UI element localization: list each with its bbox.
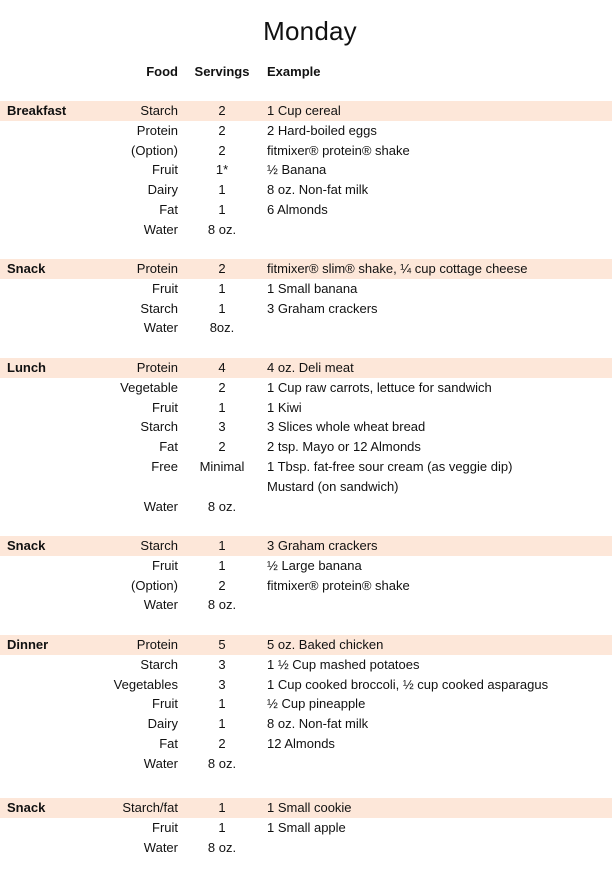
servings-cell: 1	[218, 800, 226, 815]
example-cell: fitmixer® protein® shake	[267, 577, 410, 593]
example-cell: ½ Banana	[267, 162, 327, 178]
table-row	[0, 318, 612, 338]
servings-cell: 8 oz.	[207, 839, 237, 855]
food-cell: Starch	[140, 419, 178, 435]
meal-name: Breakfast	[7, 103, 67, 118]
servings-cell: 1	[218, 538, 226, 553]
meal-name: Snack	[7, 538, 46, 553]
table-row	[0, 655, 612, 675]
servings-cell: 1	[218, 399, 226, 415]
table-row	[0, 497, 612, 517]
column-header-servings: Servings	[194, 64, 250, 79]
table-row	[0, 160, 612, 180]
column-header-food: Food	[146, 64, 178, 79]
meal-name: Lunch	[7, 360, 46, 375]
table-row	[0, 141, 612, 161]
food-cell: Fat	[159, 439, 178, 455]
food-cell: Protein	[136, 360, 178, 375]
example-cell: ½ Large banana	[267, 557, 362, 573]
example-cell: fitmixer® slim® shake, ¼ cup cottage cheese	[267, 261, 528, 276]
table-row	[0, 121, 612, 141]
example-cell: 2 tsp. Mayo or 12 Almonds	[267, 439, 421, 455]
example-cell: 1 Tbsp. fat-free sour cream (as veggie dip)	[267, 458, 513, 474]
food-cell: Fruit	[152, 557, 178, 573]
example-cell: 1 Cup cereal	[267, 103, 341, 118]
example-cell: 1 ½ Cup mashed potatoes	[267, 656, 420, 672]
servings-cell: 1	[218, 696, 226, 712]
example-cell: 1 Small banana	[267, 280, 358, 296]
food-cell: Starch	[140, 103, 178, 118]
food-cell: Protein	[136, 261, 178, 276]
servings-cell: 1	[218, 819, 226, 835]
column-header-example: Example	[267, 64, 321, 79]
example-cell: 1 Small apple	[267, 819, 346, 835]
table-row	[0, 576, 612, 596]
servings-cell: 1	[218, 201, 226, 217]
servings-cell: 2	[218, 379, 226, 395]
servings-cell: Minimal	[199, 458, 245, 474]
table-row	[0, 675, 612, 695]
meal-section-dinner	[0, 635, 612, 774]
food-cell: Vegetable	[120, 379, 178, 395]
servings-cell: 2	[218, 577, 226, 593]
food-cell: Dairy	[147, 716, 178, 732]
table-row	[0, 200, 612, 220]
table-row	[0, 818, 612, 838]
table-row	[0, 595, 612, 615]
example-cell: 1 Cup cooked broccoli, ½ cup cooked asparagus	[267, 676, 549, 692]
meal-header-row	[0, 101, 612, 121]
servings-cell: 2	[218, 142, 226, 158]
example-cell: 2 Hard-boiled eggs	[267, 122, 377, 138]
meal-header-row	[0, 358, 612, 378]
table-row	[0, 437, 612, 457]
meal-header-row	[0, 536, 612, 556]
example-cell: Mustard (on sandwich)	[267, 478, 399, 494]
food-cell: Fat	[159, 735, 178, 751]
food-cell: (Option)	[131, 142, 178, 158]
servings-cell: 8 oz.	[207, 755, 237, 771]
example-cell: 6 Almonds	[267, 201, 328, 217]
food-cell: (Option)	[131, 577, 178, 593]
food-cell: Starch	[140, 538, 178, 553]
servings-cell: 2	[218, 122, 226, 138]
servings-cell: 2	[218, 735, 226, 751]
example-cell: fitmixer® protein® shake	[267, 142, 410, 158]
servings-cell: 1	[218, 300, 226, 316]
servings-cell: 1	[218, 716, 226, 732]
servings-cell: 2	[218, 103, 226, 118]
servings-cell: 3	[218, 419, 226, 435]
meal-section-snack	[0, 536, 612, 615]
servings-cell: 8 oz.	[207, 221, 237, 237]
servings-cell: 3	[218, 656, 226, 672]
meal-section-snack	[0, 259, 612, 338]
food-cell: Protein	[136, 637, 178, 652]
servings-cell: 2	[218, 261, 226, 276]
example-cell: 1 Cup raw carrots, lettuce for sandwich	[267, 379, 492, 395]
food-cell: Fruit	[152, 162, 178, 178]
food-cell: Water	[143, 221, 178, 237]
table-row	[0, 398, 612, 418]
example-cell: 4 oz. Deli meat	[267, 360, 354, 375]
meal-name: Snack	[7, 261, 46, 276]
food-cell: Fruit	[152, 696, 178, 712]
page-title: Monday	[263, 16, 357, 46]
food-cell: Water	[143, 597, 178, 613]
meal-section-breakfast	[0, 101, 612, 240]
food-cell: Fat	[159, 201, 178, 217]
servings-cell: 3	[218, 676, 226, 692]
servings-cell: 4	[218, 360, 226, 375]
meal-name: Snack	[7, 800, 46, 815]
table-row	[0, 417, 612, 437]
food-cell: Protein	[136, 122, 178, 138]
table-row	[0, 838, 612, 858]
example-cell: 5 oz. Baked chicken	[267, 637, 384, 652]
food-cell: Fruit	[152, 280, 178, 296]
servings-cell: 1*	[215, 162, 229, 178]
table-row	[0, 299, 612, 319]
table-row	[0, 279, 612, 299]
table-row	[0, 556, 612, 576]
food-cell: Water	[143, 498, 178, 514]
example-cell: 3 Slices whole wheat bread	[267, 419, 426, 435]
servings-cell: 1	[218, 182, 226, 198]
table-row	[0, 734, 612, 754]
servings-cell: 5	[218, 637, 226, 652]
servings-cell: 1	[218, 557, 226, 573]
example-cell: 12 Almonds	[267, 735, 335, 751]
example-cell: 1 Small cookie	[267, 800, 352, 815]
table-row	[0, 754, 612, 774]
example-cell: ½ Cup pineapple	[267, 696, 366, 712]
servings-cell: 2	[218, 439, 226, 455]
example-cell: 8 oz. Non-fat milk	[267, 182, 369, 198]
meal-header-row	[0, 635, 612, 655]
food-cell: Starch	[140, 300, 178, 316]
food-cell: Water	[143, 320, 178, 336]
meal-section-lunch	[0, 358, 612, 516]
example-cell: 3 Graham crackers	[267, 300, 378, 316]
food-cell: Starch/fat	[122, 800, 178, 815]
example-cell: 1 Kiwi	[267, 399, 302, 415]
food-cell: Dairy	[147, 182, 178, 198]
table-row	[0, 714, 612, 734]
meal-name: Dinner	[7, 637, 49, 652]
food-cell: Free	[151, 458, 178, 474]
meal-header-row	[0, 259, 612, 279]
example-cell: 8 oz. Non-fat milk	[267, 716, 369, 732]
table-row	[0, 457, 612, 477]
servings-cell: 1	[218, 280, 226, 296]
servings-cell: 8oz.	[209, 320, 235, 336]
food-cell: Fruit	[152, 819, 178, 835]
meal-section-snack	[0, 798, 612, 857]
servings-cell: 8 oz.	[207, 597, 237, 613]
food-cell: Water	[143, 755, 178, 771]
table-row	[0, 477, 612, 497]
table-row	[0, 378, 612, 398]
food-cell: Fruit	[152, 399, 178, 415]
example-cell: 3 Graham crackers	[267, 538, 378, 553]
table-row	[0, 694, 612, 714]
table-row	[0, 220, 612, 240]
food-cell: Vegetables	[113, 676, 178, 692]
food-cell: Starch	[140, 656, 178, 672]
food-cell: Water	[143, 839, 178, 855]
table-row	[0, 180, 612, 200]
servings-cell: 8 oz.	[207, 498, 237, 514]
meal-header-row	[0, 798, 612, 818]
